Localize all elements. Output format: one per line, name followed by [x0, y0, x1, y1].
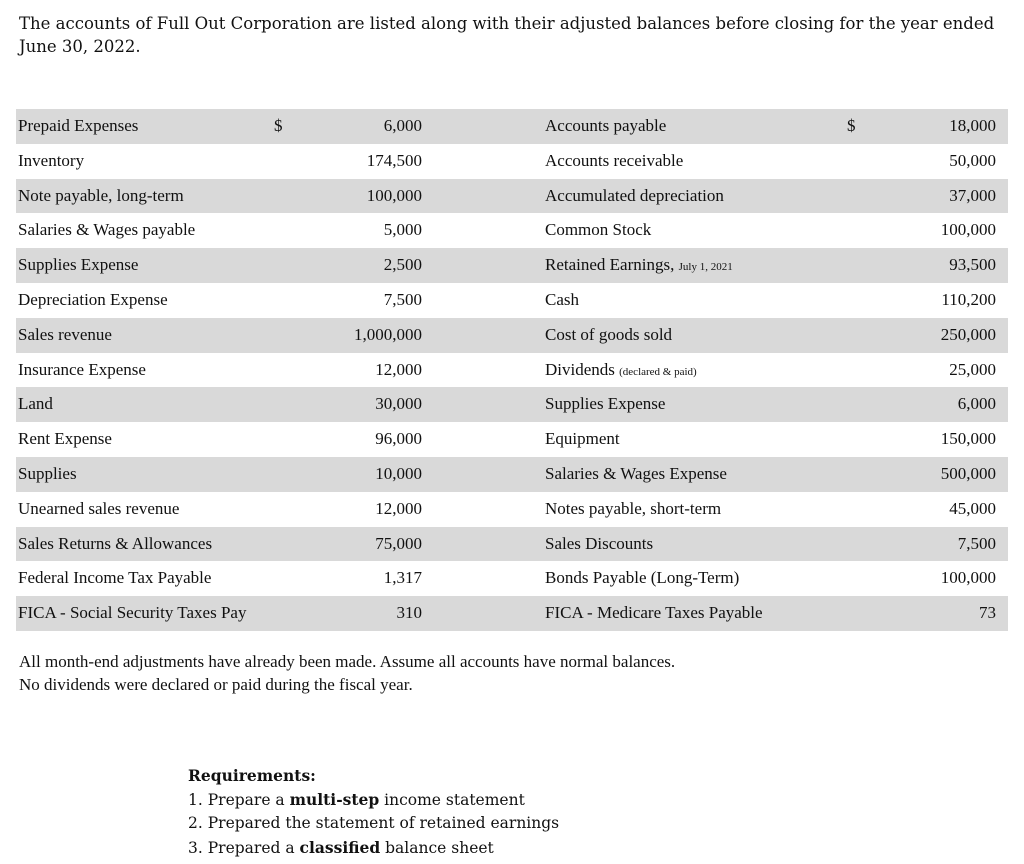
account-balance: 2,500 — [383, 255, 422, 275]
account-balance: 1,000,000 — [354, 324, 422, 344]
requirement-emphasis: classified — [299, 837, 381, 857]
account-name-text: Retained Earnings, — [545, 255, 675, 275]
account-balance: 50,000 — [949, 150, 996, 170]
requirement-item — [188, 788, 559, 813]
account-balance: 30,000 — [375, 394, 422, 414]
requirements-list — [188, 788, 559, 861]
accounts-table — [16, 109, 1008, 631]
account-balance: 100,000 — [940, 220, 996, 240]
account-balance: 110,200 — [941, 289, 996, 309]
account-balance: 45,000 — [949, 498, 996, 518]
account-name-text: Supplies Expense — [545, 394, 666, 414]
account-name: Supplies Expense — [18, 255, 139, 275]
table-row — [16, 283, 1008, 318]
account-balance: 1,317 — [383, 568, 422, 588]
account-name: Salaries & Wages payable — [18, 220, 196, 240]
account-name-text: Common Stock — [545, 220, 652, 240]
account-name: Insurance Expense — [18, 359, 146, 379]
account-balance: 100,000 — [940, 568, 996, 588]
account-balance: 96,000 — [375, 429, 422, 449]
requirement-text: income statement — [379, 790, 525, 809]
requirements-title: Requirements: — [188, 766, 316, 785]
note-line: All month-end adjustments have already been made. Assume all accounts have normal balances. — [19, 652, 676, 671]
account-name — [545, 109, 666, 144]
account-balance: 18,000 — [949, 116, 996, 135]
account-name — [545, 457, 727, 492]
account-name — [545, 283, 579, 318]
account-balance: 10,000 — [375, 463, 422, 483]
account-balance: 7,500 — [957, 533, 996, 553]
account-name-text: Bonds Payable (Long-Term) — [545, 568, 740, 588]
account-name: FICA - Social Security Taxes Pay — [18, 603, 247, 623]
account-balance: 6,000 — [957, 394, 996, 414]
requirement-number: 2. — [188, 814, 203, 832]
account-name: Land — [18, 394, 53, 414]
account-name-text: Accumulated depreciation — [545, 185, 724, 205]
table-row — [16, 248, 1008, 283]
account-name: Sales Returns & Allowances — [18, 533, 213, 553]
account-name: Sales revenue — [18, 324, 112, 344]
note-line: No dividends were declared or paid during the fiscal year. — [19, 675, 413, 694]
account-name: Prepaid Expenses — [18, 116, 139, 135]
account-name — [545, 318, 672, 353]
account-note: (declared & paid) — [619, 365, 697, 378]
account-name — [545, 492, 721, 527]
account-name — [545, 213, 651, 248]
account-note: July 1, 2021 — [678, 261, 733, 274]
account-name-text: Notes payable, short-term — [545, 498, 722, 518]
account-name-text: Accounts receivable — [545, 150, 684, 170]
requirement-text: Prepared the statement of retained earnings — [207, 814, 560, 832]
account-balance: 100,000 — [366, 185, 422, 205]
account-name-text: FICA - Medicare Taxes Payable — [545, 603, 763, 623]
account-name: Rent Expense — [18, 429, 112, 449]
account-name: Supplies — [18, 463, 77, 483]
account-balance: 75,000 — [375, 533, 422, 553]
requirements — [188, 764, 559, 860]
table-row — [16, 144, 1008, 179]
table-row — [16, 596, 1008, 631]
table-row — [16, 457, 1008, 492]
account-balance: 150,000 — [940, 429, 996, 449]
account-name — [545, 179, 724, 214]
table-row — [16, 318, 1008, 353]
account-name — [545, 527, 653, 562]
account-balance: 37,000 — [949, 185, 996, 205]
table-row — [16, 422, 1008, 457]
table-row — [16, 109, 1008, 144]
requirement-text: Prepare a — [207, 790, 290, 809]
account-balance: 73 — [979, 603, 996, 623]
account-balance: 12,000 — [375, 498, 422, 518]
account-name-text: Sales Discounts — [545, 533, 654, 553]
account-name-text: Salaries & Wages Expense — [545, 463, 727, 483]
currency-symbol: $ — [847, 116, 856, 135]
currency-symbol: $ — [274, 116, 283, 135]
account-balance: 174,500 — [366, 150, 422, 170]
account-balance: 250,000 — [940, 324, 996, 344]
account-name-text: Equipment — [545, 429, 620, 449]
requirement-text: balance sheet — [380, 838, 494, 857]
account-balance: 25,000 — [949, 359, 996, 379]
table-row — [16, 492, 1008, 527]
table-row — [16, 353, 1008, 388]
account-name: Note payable, long-term — [18, 185, 184, 205]
account-name: Inventory — [18, 150, 85, 170]
account-balance: 5,000 — [383, 220, 422, 240]
requirement-number: 3. — [188, 838, 203, 857]
table-row — [16, 561, 1008, 596]
account-balance: 12,000 — [375, 359, 422, 379]
requirement-item — [188, 836, 559, 861]
table-row — [16, 213, 1008, 248]
account-balance: 7,500 — [383, 289, 422, 309]
account-name-text: Cost of goods sold — [545, 324, 673, 344]
account-name: Unearned sales revenue — [18, 498, 180, 518]
account-balance: 500,000 — [940, 463, 996, 483]
requirement-emphasis: multi-step — [289, 789, 380, 809]
intro-paragraph: The accounts of Full Out Corporation are listed along with their adjusted balances before closing for the year ended June 30, 2022. — [19, 14, 995, 56]
account-name — [545, 353, 697, 390]
account-name — [545, 387, 665, 422]
requirement-text: Prepared a — [207, 838, 300, 857]
account-name — [545, 596, 763, 631]
account-name-text: Dividends — [545, 359, 615, 379]
account-balance: 310 — [396, 603, 422, 623]
account-name — [545, 144, 683, 179]
account-name: Federal Income Tax Payable — [18, 568, 212, 588]
table-row — [16, 179, 1008, 214]
requirement-item — [188, 812, 559, 836]
account-name — [545, 561, 739, 596]
requirement-number: 1. — [188, 790, 203, 809]
account-name: Depreciation Expense — [18, 289, 168, 309]
table-row — [16, 527, 1008, 562]
account-name — [545, 422, 620, 457]
account-balance: 6,000 — [383, 116, 422, 135]
account-name-text: Accounts payable — [545, 116, 667, 135]
notes — [19, 650, 675, 696]
account-name-text: Cash — [545, 289, 579, 309]
account-name — [545, 248, 733, 285]
account-balance: 93,500 — [949, 255, 996, 275]
table-row — [16, 387, 1008, 422]
